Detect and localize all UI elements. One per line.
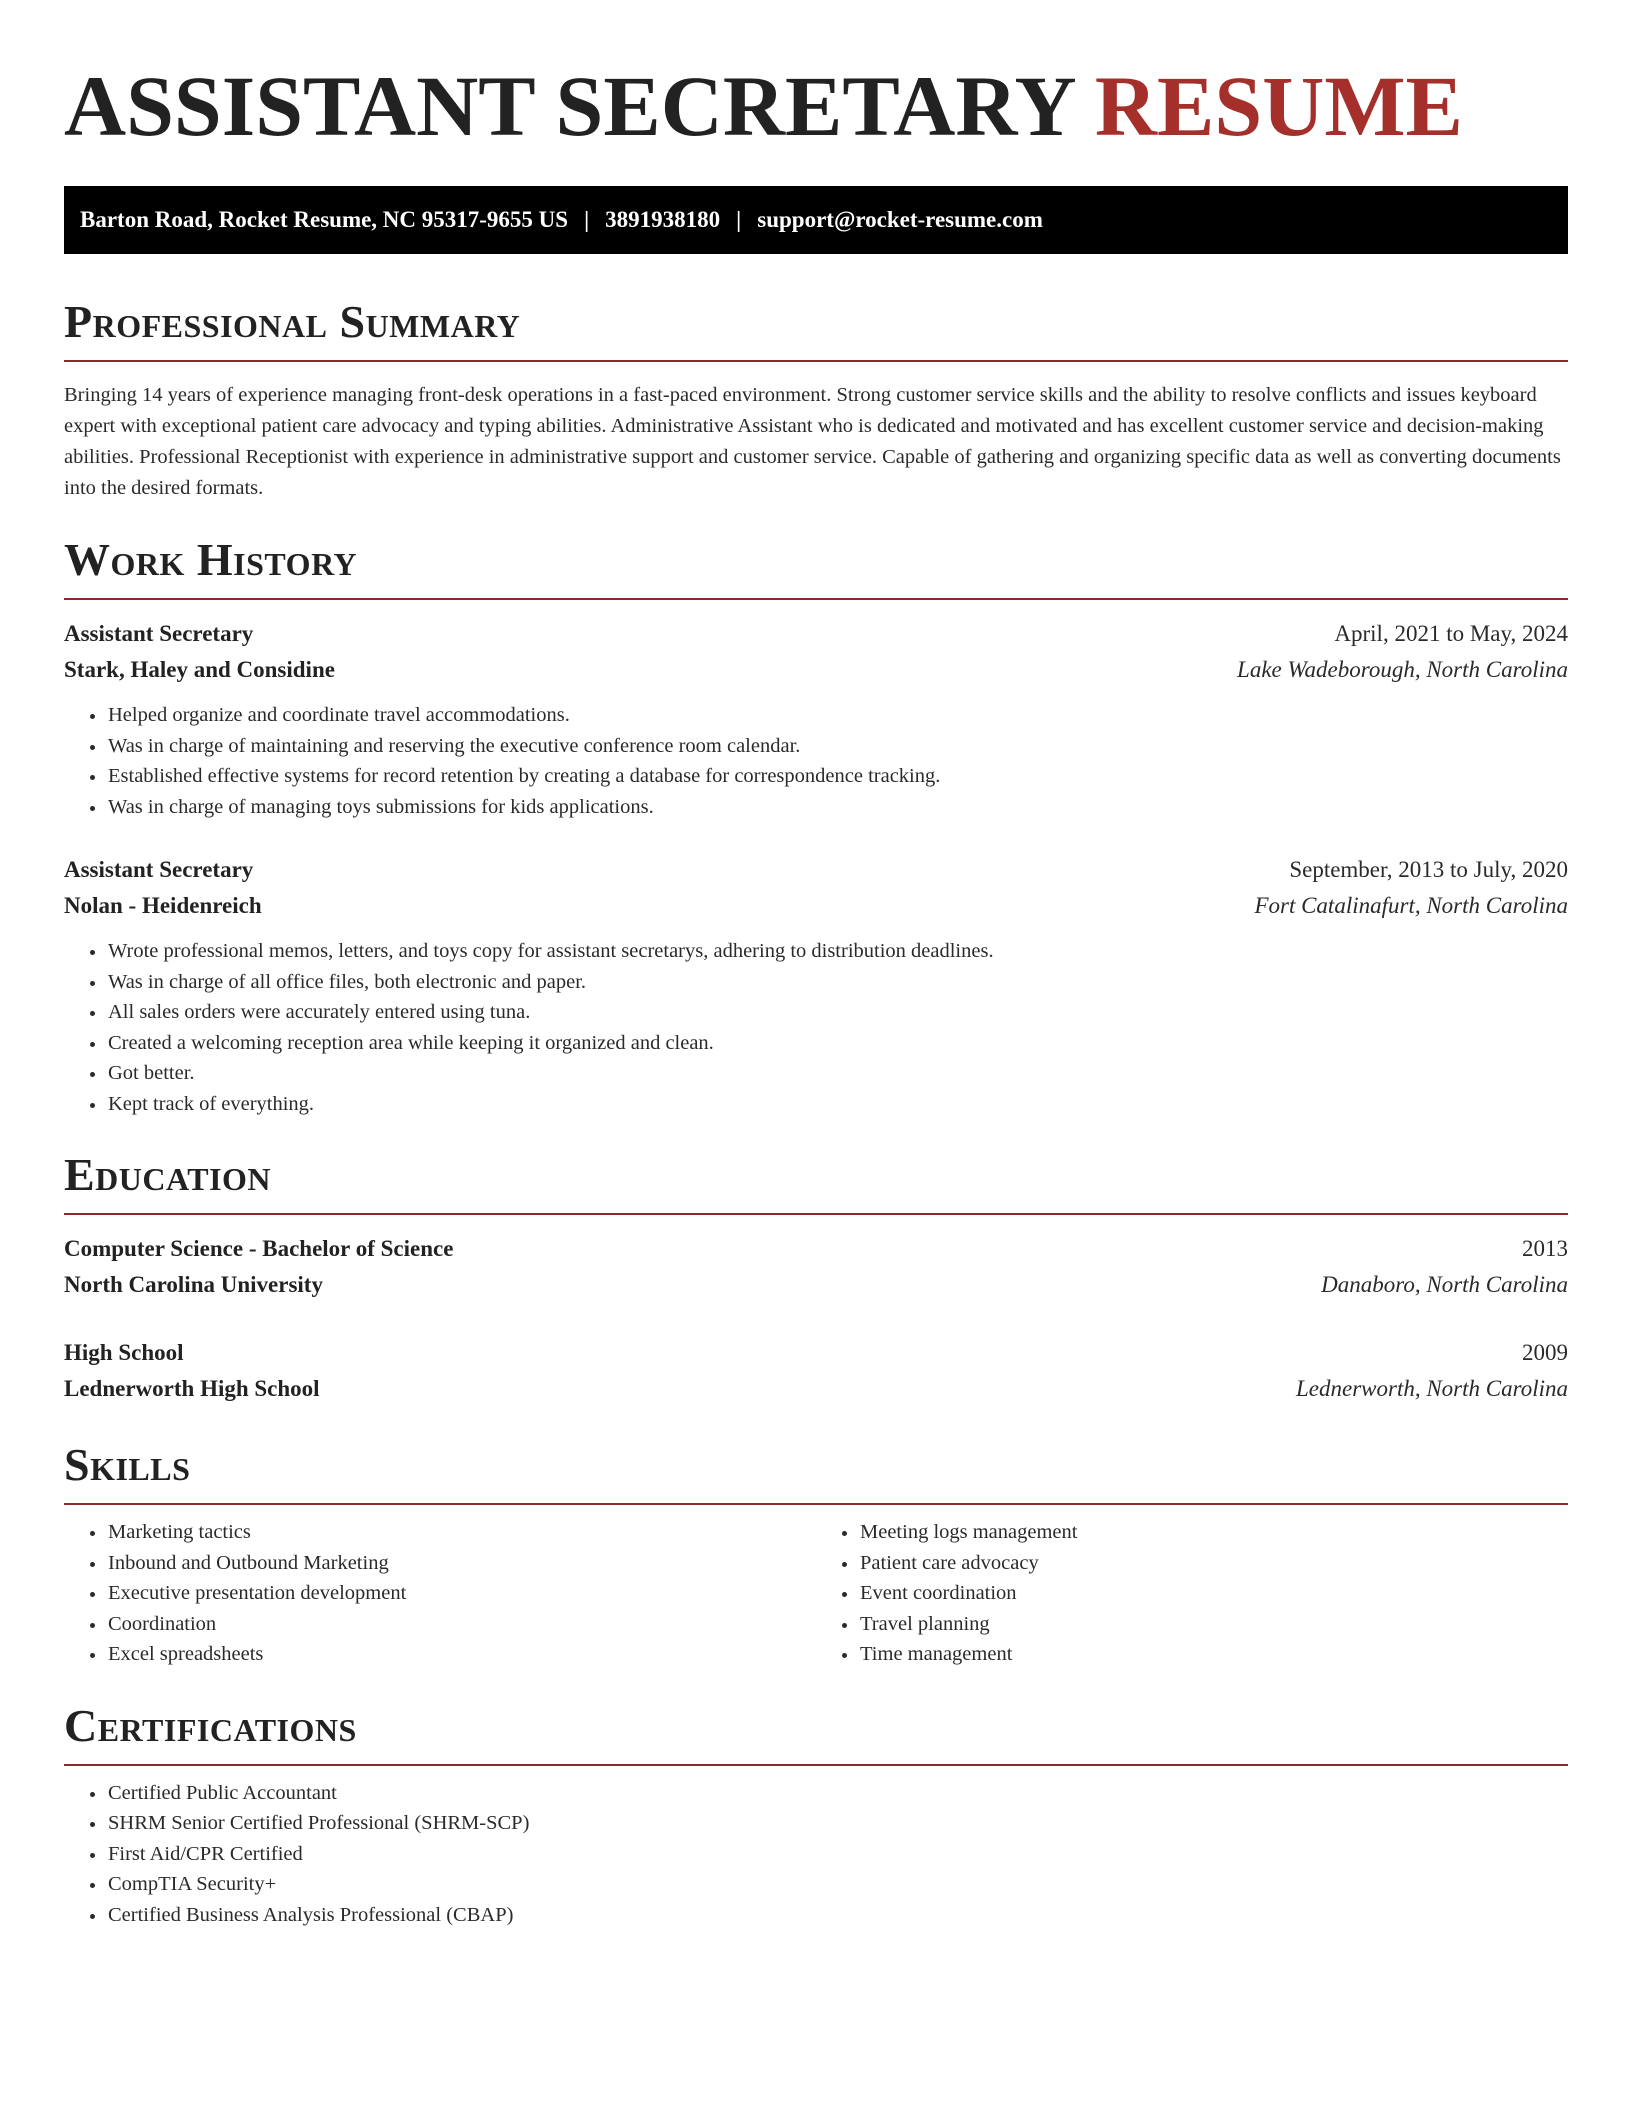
job-bullets <box>64 700 1568 822</box>
education-school: Lednerworth High School <box>64 1376 320 1401</box>
list-item: • First Aid/CPR Certified <box>107 1839 1568 1870</box>
work-history-heading: Work History <box>64 534 358 585</box>
list-item: • Time management <box>859 1639 1568 1670</box>
contact-separator: | <box>584 207 590 232</box>
education-heading: Education <box>64 1149 272 1200</box>
job-entry <box>64 852 1568 1119</box>
skills-grid <box>64 1517 1568 1670</box>
job-entry <box>64 616 1568 822</box>
list-item: • Marketing tactics <box>107 1517 816 1548</box>
list-item: • Excel spreadsheets <box>107 1639 816 1670</box>
summary-text: Bringing 14 years of experience managing front-desk operations in a fast-paced environment. Strong customer service skills and the ability to resolve conflicts and issues keyboard expert with exceptional patient care advocacy and typing abilities. Administrative Assistant who is dedicated and motivated and has excellent customer service and decision-making abilities. Professional Receptionist with experience in administrative support and customer service. Capable of gathering and organizing specific data as well as converting documents into the desired formats. <box>64 384 1561 499</box>
job-company: Stark, Haley and Considine <box>64 657 335 682</box>
list-item: • Was in charge of maintaining and reserving the executive conference room calendar. <box>107 731 1568 762</box>
job-company: Nolan - Heidenreich <box>64 893 262 918</box>
education-degree: Computer Science - Bachelor of Science <box>64 1236 454 1261</box>
section-divider <box>64 598 1568 600</box>
contact-bar <box>64 186 1568 254</box>
list-item: • All sales orders were accurately entered using tuna. <box>107 997 1568 1028</box>
certifications-heading: Certifications <box>64 1699 357 1751</box>
list-item: • Certified Business Analysis Professional (CBAP) <box>107 1900 1568 1931</box>
education-school: North Carolina University <box>64 1272 323 1297</box>
list-item: • Established effective systems for record retention by creating a database for correspondence tracking. <box>107 761 1568 792</box>
skills-left-column <box>64 1517 816 1670</box>
skills-heading: Skills <box>64 1439 191 1490</box>
summary-heading: Professional Summary <box>64 296 521 347</box>
list-item: • Created a welcoming reception area while keeping it organized and clean. <box>107 1028 1568 1059</box>
job-title: Assistant Secretary <box>64 621 254 646</box>
list-item: • Certified Public Accountant <box>107 1778 1568 1809</box>
list-item: • Travel planning <box>859 1609 1568 1640</box>
education-school-row <box>64 1267 1568 1303</box>
list-item: • CompTIA Security+ <box>107 1869 1568 1900</box>
list-item: • Executive presentation development <box>107 1578 816 1609</box>
certifications-list <box>64 1778 1568 1931</box>
job-location: Fort Catalinafurt, North Carolina <box>1254 893 1568 918</box>
education-location: Danaboro, North Carolina <box>1321 1272 1568 1297</box>
list-item: • Was in charge of all office files, both electronic and paper. <box>107 967 1568 998</box>
list-item: • Patient care advocacy <box>859 1548 1568 1579</box>
job-company-row <box>64 652 1568 688</box>
education-entry <box>64 1335 1568 1407</box>
job-company-row <box>64 888 1568 924</box>
job-bullets <box>64 936 1568 1119</box>
list-item: • Helped organize and coordinate travel accommodations. <box>107 700 1568 731</box>
education-degree: High School <box>64 1340 184 1365</box>
resume-title-accent: RESUME <box>1094 58 1463 154</box>
job-header-row <box>64 852 1568 888</box>
list-item: • SHRM Senior Certified Professional (SHRM-SCP) <box>107 1808 1568 1839</box>
list-item: • Wrote professional memos, letters, and toys copy for assistant secretarys, adhering to distribution deadlines. <box>107 936 1568 967</box>
list-item: • Kept track of everything. <box>107 1089 1568 1120</box>
education-location: Lednerworth, North Carolina <box>1296 1376 1568 1401</box>
list-item: • Inbound and Outbound Marketing <box>107 1548 816 1579</box>
job-location: Lake Wadeborough, North Carolina <box>1237 657 1568 682</box>
contact-phone: 3891938180 <box>605 207 721 232</box>
section-divider <box>64 1213 1568 1215</box>
resume-title <box>64 56 1568 156</box>
contact-separator: | <box>736 207 742 232</box>
job-dates: April, 2021 to May, 2024 <box>1334 621 1568 646</box>
education-year: 2013 <box>1522 1236 1568 1261</box>
section-divider <box>64 1503 1568 1505</box>
resume-title-main: ASSISTANT SECRETARY <box>64 58 1074 154</box>
education-degree-row <box>64 1335 1568 1371</box>
list-item: • Event coordination <box>859 1578 1568 1609</box>
education-year: 2009 <box>1522 1340 1568 1365</box>
skills-right-column <box>816 1517 1568 1670</box>
job-header-row <box>64 616 1568 652</box>
education-school-row <box>64 1371 1568 1407</box>
list-item: • Was in charge of managing toys submissions for kids applications. <box>107 792 1568 823</box>
list-item: • Meeting logs management <box>859 1517 1568 1548</box>
list-item: • Coordination <box>107 1609 816 1640</box>
list-item: • Got better. <box>107 1058 1568 1089</box>
section-divider <box>64 1764 1568 1766</box>
contact-address: Barton Road, Rocket Resume, NC 95317-9655 US <box>80 207 569 232</box>
job-dates: September, 2013 to July, 2020 <box>1289 857 1568 882</box>
education-entry <box>64 1231 1568 1303</box>
education-degree-row <box>64 1231 1568 1267</box>
contact-email: support@rocket-resume.com <box>757 207 1043 232</box>
section-divider <box>64 360 1568 362</box>
job-title: Assistant Secretary <box>64 857 254 882</box>
